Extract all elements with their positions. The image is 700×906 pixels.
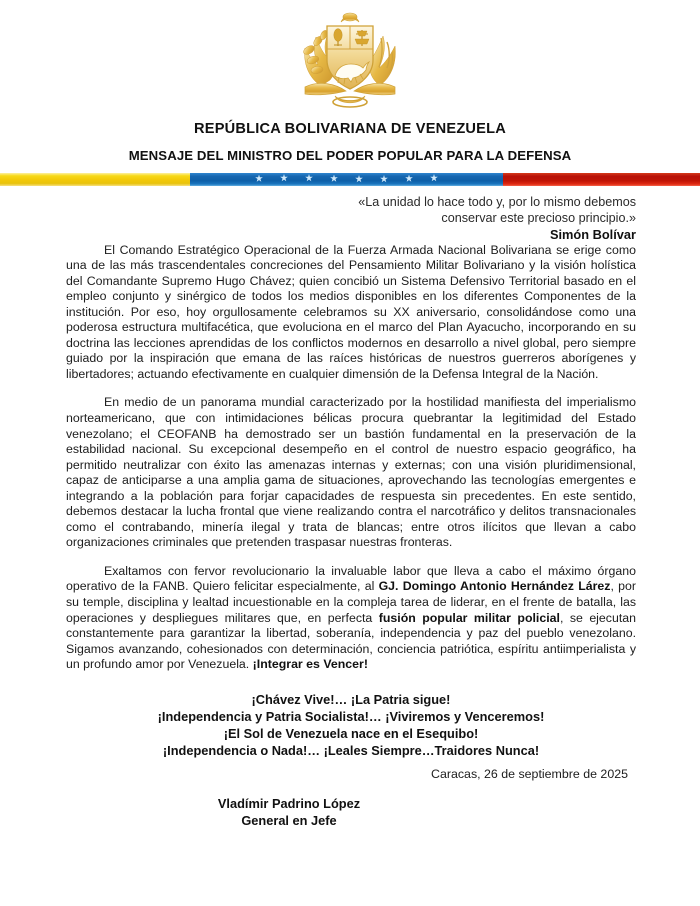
slogan-line-1: ¡Chávez Vive!… ¡La Patria sigue!	[251, 691, 451, 707]
flag-band-red	[503, 173, 700, 186]
flag-star-icon	[330, 175, 338, 183]
venezuela-coat-of-arms-icon	[291, 8, 409, 112]
flag-stars-group	[190, 173, 503, 186]
paragraph-3-text-3: , se ejecutan constantemente para garantizar la libertad, soberanía, independencia y paz del pueblo venezolano. Sigamos avanzando, cohesionados con determinación, conciencia patriótica, espíritu antiimperialista y un profundo amor por Venezuela.	[66, 610, 636, 672]
flag-star-icon	[405, 175, 413, 183]
paragraph-1: El Comando Estratégico Operacional de la Fuerza Armada Nacional Bolivariana se erige como una de las más trascendentales concreciones del Pensamiento Militar Bolivariano y la visión holística del Comandante Supremo Hugo Chávez; quien concibió un Sistema Defensivo Territorial basado en el empleo conjunto y sinérgico de todos los medios disponibles en los diferentes Componentes de la institución. Por eso, hoy orgullosamente celebramos su XX aniversario, consolidándose como una poderosa estructura multifacética, que evoluciona en el marco del Plan Ayacucho, incorporando en su doctrina las lecciones aprendidas de los conflictos modernos en desarrollo a nivel global, pero siempre guiado por la inspiración que emana de las raíces históricas de nuestros guerreros aborígenes y libertadores; actuando efectivamente en cualquier dimensión de la Defensa Integral de la Nación.	[66, 242, 636, 381]
page-title-message: MENSAJE DEL MINISTRO DEL PODER POPULAR PARA LA DEFENSA	[128, 148, 572, 163]
signer-name: Vladímir Padrino López	[217, 795, 361, 811]
page-title-country: REPÚBLICA BOLIVARIANA DE VENEZUELA	[194, 121, 506, 137]
paragraph-3-text-2: , por su temple, disciplina y lealtad incuestionable en la compleja tarea de liderar, en el frente de batalla, las operaciones y despliegues militares que, en perfecta	[66, 579, 636, 625]
flag-star-icon	[255, 175, 263, 183]
slogan-line-3: ¡El Sol de Venezuela nace en el Esequibo!	[223, 726, 479, 742]
flag-star-icon	[280, 174, 288, 182]
place-and-date: Caracas, 26 de septiembre de 2025	[431, 766, 628, 781]
coat-of-arms-container	[0, 0, 700, 112]
flag-star-icon	[430, 174, 438, 182]
document-body	[0, 195, 700, 829]
signer-rank: General en Jefe	[241, 812, 337, 828]
signature-block	[66, 795, 636, 829]
paragraph-3-text-1: Exaltamos con fervor revolucionario la invaluable labor que lleva a cabo el máximo órgano operativo de la FANB. Quiero felicitar especialmente, al	[66, 563, 636, 594]
quote-line-1: «La unidad lo hace todo y, por lo mismo debemos	[358, 195, 636, 209]
epigraph-quote	[66, 195, 636, 243]
quote-line-2: conservar este precioso principio.»	[441, 210, 636, 225]
paragraph-3-emphasis-name: GJ. Domingo Antonio Hernández Lárez	[378, 579, 611, 594]
slogans-block	[66, 691, 636, 760]
venezuela-flag-band	[0, 173, 700, 186]
slogan-line-2: ¡Independencia y Patria Socialista!… ¡Viviremos y Venceremos!	[157, 708, 545, 724]
flag-star-icon	[380, 175, 388, 183]
paragraph-3-emphasis-fusion: fusión popular militar policial	[378, 610, 560, 625]
paragraph-2: En medio de un panorama mundial caracterizado por la hostilidad manifiesta del imperialismo norteamericano, que con intimidaciones bélicas procura quebrantar la legitimidad del Estado venezolano; el CEOFANB ha demostrado ser un bastión fundamental en la preservación de la estabilidad nacional. Su excepcional desempeño en el control de nuestro espacio geográfico, ha permitido neutralizar con éxito las amenazas internas y externas; con una visión pluridimensional, capaz de anticiparse a una amplia gama de situaciones, aprovechando las tecnologías emergentes e integrando a la población para forjar capacidades de respuesta sin precedentes. En este sentido, debemos destacar la lucha frontal que viene realizando contra el narcotráfico y delitos transnacionales como el contrabando, minería ilegal y trata de blancas; entre otros ilícitos que llevan a cabo organizaciones criminales que pretenden traspasar nuestras fronteras.	[66, 395, 636, 550]
flag-star-icon	[305, 174, 313, 182]
paragraph-3-emphasis-slogan: ¡Integrar es Vencer!	[252, 657, 368, 672]
paragraph-3	[66, 564, 636, 673]
slogan-line-4: ¡Independencia o Nada!… ¡Leales Siempre…Traidores Nunca!	[162, 743, 540, 759]
header-titles	[0, 121, 700, 163]
flag-star-icon	[355, 175, 363, 183]
flag-band-blue	[190, 173, 503, 186]
quote-author: Simón Bolívar	[549, 227, 636, 242]
flag-band-yellow	[0, 173, 190, 186]
